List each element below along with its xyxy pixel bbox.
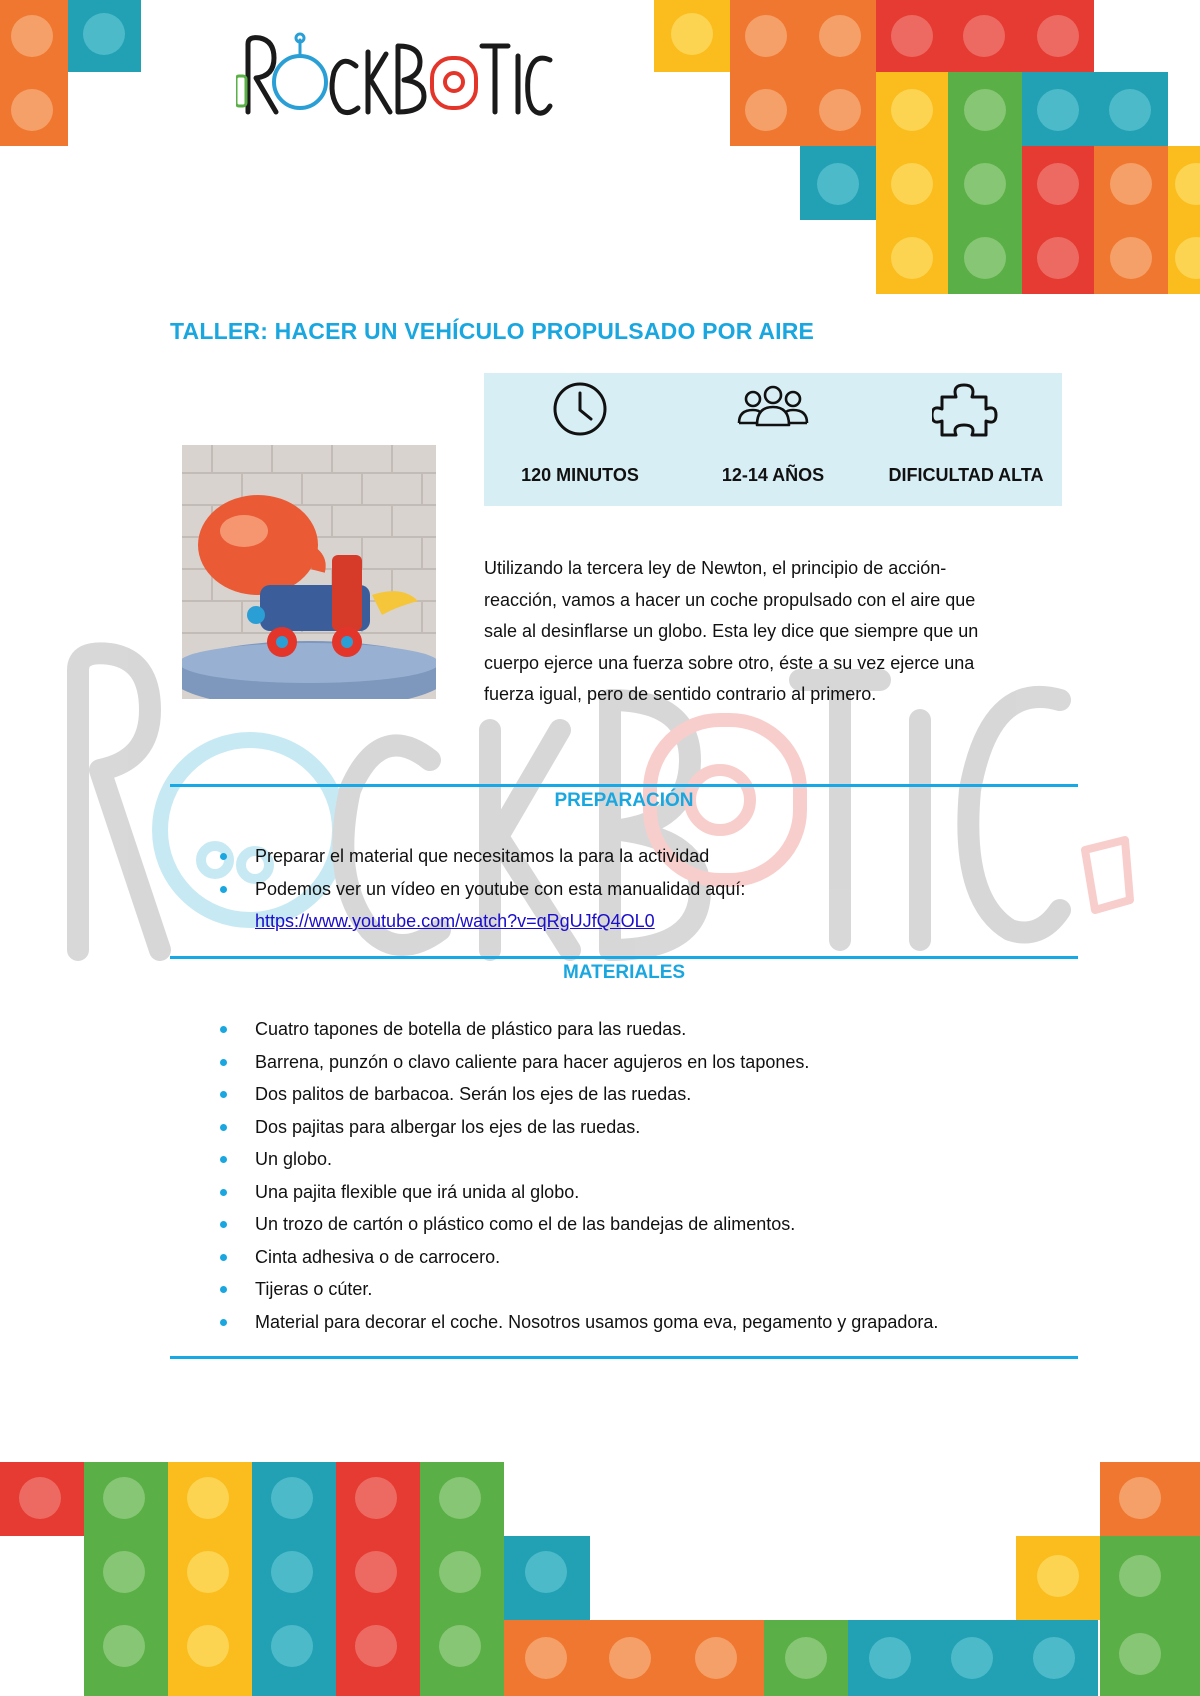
intro-line: sale al desinflarse un globo. Esta ley dice que siempre que un [484,621,979,641]
bullet-icon [220,1319,227,1326]
list-item [220,840,1080,873]
list-item-text: Cinta adhesiva o de carrocero. [255,1246,501,1267]
info-age [677,373,869,506]
youtube-link[interactable]: https://www.youtube.com/watch?v=qRgUJfQ4OL0 [255,911,655,931]
materiales-list [220,1013,1080,1338]
materiales-heading: MATERIALES [562,962,686,983]
intro-line: fuerza igual, pero de sentido contrario al primero. [484,684,877,704]
list-item-text: Barrena, punzón o clavo caliente para hacer agujeros en los tapones. [255,1051,810,1072]
duration-label: 120 MINUTOS [521,465,639,485]
list-item-text: Dos pajitas para albergar los ejes de las ruedas. [255,1116,641,1137]
bullet-icon [220,1026,227,1033]
bullet-icon [220,1124,227,1131]
bullet-icon [220,1091,227,1098]
section-divider [170,784,1078,787]
info-difficulty [870,373,1062,506]
top-right-bricks [654,0,1200,294]
list-item-text: Cuatro tapones de botella de plástico para las ruedas. [255,1019,687,1039]
list-item-text: Dos palitos de barbacoa. Serán los ejes de las ruedas. [255,1084,692,1104]
group-icon [735,379,811,439]
bullet-icon [220,1156,227,1163]
list-item [220,1306,1080,1339]
list-item-text: Material para decorar el coche. Nosotros usamos goma eva, pegamento y grapadora. [255,1311,939,1332]
bullet-icon [220,1221,227,1228]
list-item [220,1208,1080,1241]
list-item-text: Podemos ver un vídeo en youtube con esta manualidad aquí: [255,878,746,899]
top-left-bricks [0,0,141,146]
list-item-text: Preparar el material que necesitamos la para la actividad [255,846,710,866]
intro-line: cuerpo ejerce una fuerza sobre otro, éste a su vez ejerce una [484,652,975,673]
bullet-icon [220,886,227,893]
intro-line: reacción, vamos a hacer un coche propulsado con el aire que [484,589,976,610]
list-item [220,1111,1080,1144]
bottom-left-bricks [0,1462,848,1696]
info-duration [484,373,676,506]
intro-line: Utilizando la tercera ley de Newton, el principio de acción- [484,558,947,578]
list-item [220,1013,1080,1046]
preparacion-list [220,840,1080,938]
list-item [220,1046,1080,1079]
list-item-text: Una pajita flexible que irá unida al globo. [255,1181,580,1202]
puzzle-icon [932,377,998,443]
list-item [220,1078,1080,1111]
bullet-icon [220,1189,227,1196]
bullet-icon [220,853,227,860]
list-item [220,1241,1080,1274]
list-item [220,873,1080,938]
list-item-text: Un trozo de cartón o plástico como el de las bandejas de alimentos. [255,1214,796,1234]
list-item [220,1273,1080,1306]
bullet-icon [220,1059,227,1066]
list-item [220,1143,1080,1176]
clock-icon [550,379,610,439]
bullet-icon [220,1254,227,1261]
bullet-icon [220,1286,227,1293]
preparacion-heading: PREPARACIÓN [554,790,694,811]
difficulty-label: DIFICULTAD ALTA [888,465,1044,485]
list-item [220,1176,1080,1209]
section-divider [170,1356,1078,1359]
bottom-right-bricks [848,1462,1200,1696]
list-item-text: Un globo. [255,1149,333,1169]
page-title: TALLER: HACER UN VEHÍCULO PROPULSADO POR AIRE [170,318,815,344]
section-divider [170,956,1078,959]
list-item-text: Tijeras o cúter. [255,1279,373,1299]
age-label: 12-14 AÑOS [721,465,825,485]
info-box [484,373,1062,506]
balloon-car-photo [182,445,436,699]
rockbotic-logo [236,26,556,122]
intro-text [484,553,1064,711]
